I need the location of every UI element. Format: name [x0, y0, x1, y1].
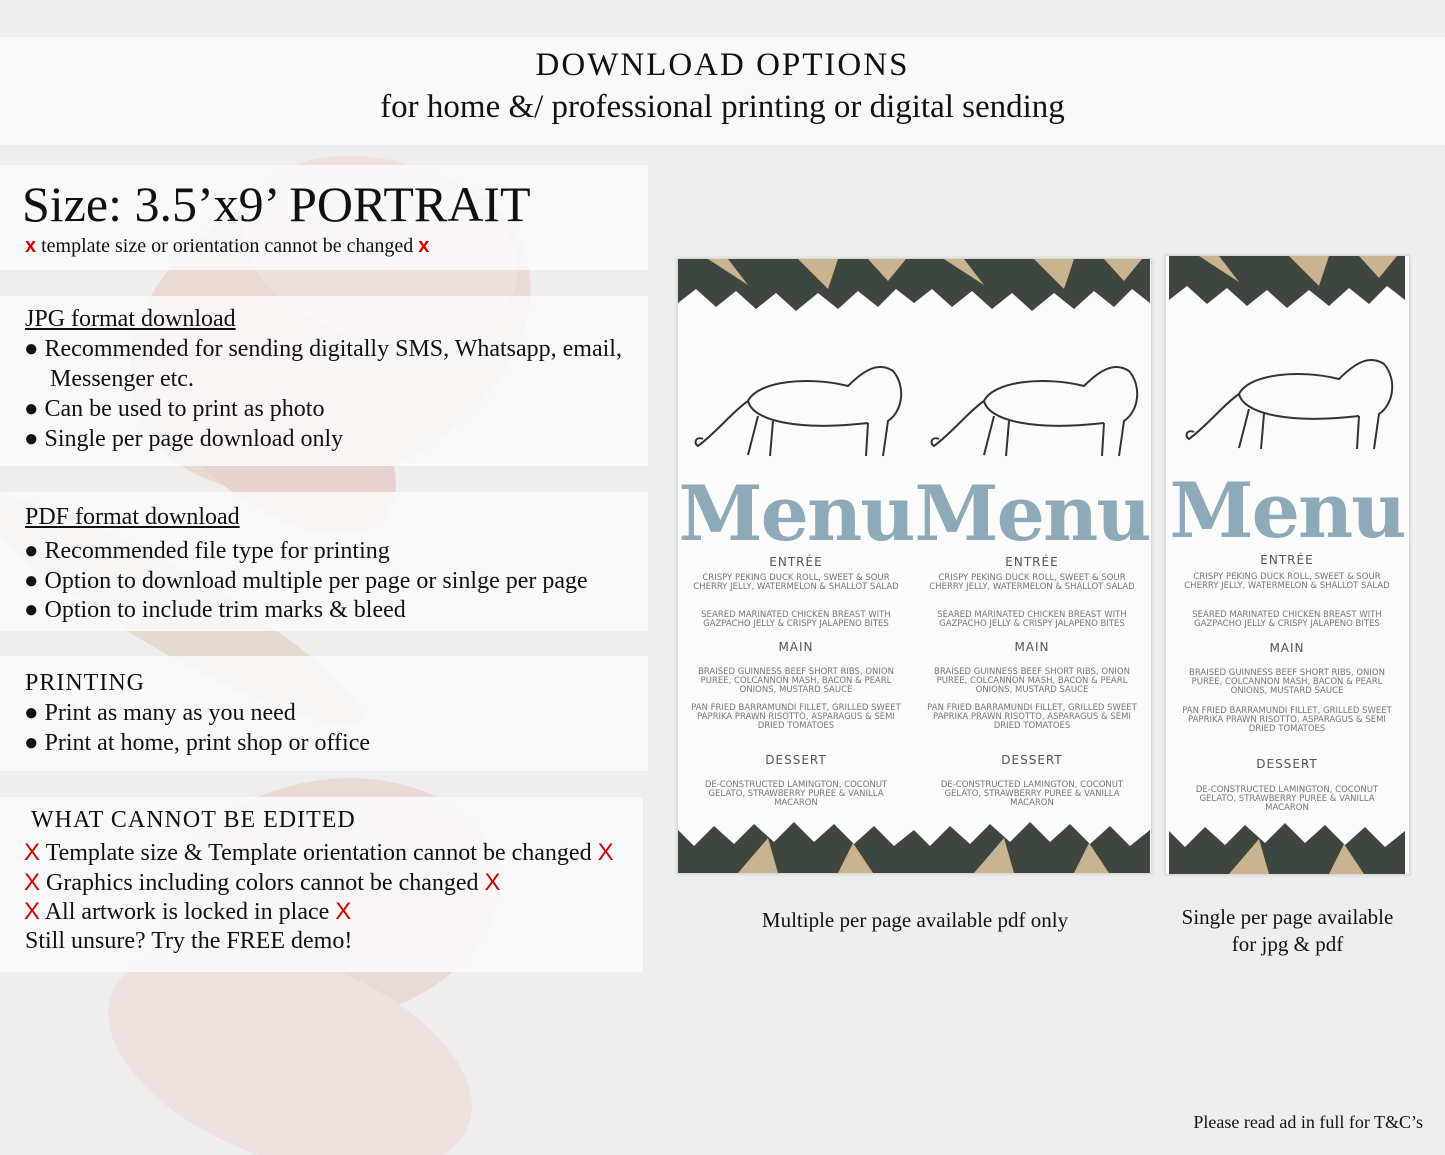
- menu-section-entree: ENTRÉE: [769, 555, 823, 569]
- demo-note: Still unsure? Try the FREE demo!: [25, 928, 353, 954]
- menu-item: PAN FRIED BARRAMUNDI FILLET, GRILLED SWEET PAPRIKA PRAWN RISOTTO, ASPARAGUS & SEMI DRIED TOMATOES: [691, 703, 901, 731]
- x-mark-icon: x: [418, 235, 430, 257]
- menu-section-main: MAIN: [778, 640, 814, 654]
- page-title: DOWNLOAD OPTIONS: [535, 47, 910, 83]
- leaf-border-top: [1169, 256, 1405, 316]
- list-item: ● Recommended file type for printing: [24, 538, 390, 564]
- menu-section-entree: ENTRÉE: [1005, 555, 1059, 569]
- menu-column: [1169, 256, 1405, 874]
- menu-preview-single: [1165, 255, 1410, 875]
- x-mark-icon: X: [484, 869, 501, 896]
- x-mark-icon: X: [24, 898, 41, 925]
- lion-icon: [678, 331, 914, 471]
- list-item: Messenger etc.: [50, 366, 194, 392]
- menu-title: Menu: [678, 469, 914, 558]
- menu-item: DE-CONSTRUCTED LAMINGTON, COCONUT GELATO, STRAWBERRY PUREE & VANILLA MACARON: [704, 780, 888, 808]
- menu-item: SEARED MARINATED CHICKEN BREAST WITH GAZPACHO JELLY & CRISPY JALAPENO BITES: [937, 610, 1127, 629]
- size-note: template size or orientation cannot be changed: [41, 235, 414, 257]
- menu-item: DE-CONSTRUCTED LAMINGTON, COCONUT GELATO, STRAWBERRY PUREE & VANILLA MACARON: [1195, 785, 1379, 813]
- menu-item: DE-CONSTRUCTED LAMINGTON, COCONUT GELATO, STRAWBERRY PUREE & VANILLA MACARON: [940, 780, 1124, 808]
- header-banner: [0, 37, 1445, 145]
- list-item: ● Recommended for sending digitally SMS, Whatsapp, email,: [24, 336, 622, 362]
- menu-item: CRISPY PEKING DUCK ROLL, SWEET & SOUR CHERRY JELLY, WATERMELON & SHALLOT SALAD: [1184, 572, 1390, 591]
- list-item: ● Option to download multiple per page or sinlge per page: [24, 568, 588, 594]
- list-item: X Graphics including colors cannot be changed X: [24, 869, 501, 896]
- menu-preview-multiple: [677, 258, 1152, 874]
- size-title: Size: 3.5’x9’ PORTRAIT: [22, 176, 531, 232]
- list-item: ● Print at home, print shop or office: [24, 730, 370, 756]
- leaf-border-top: [678, 259, 914, 319]
- list-item: X All artwork is locked in place X: [24, 898, 352, 925]
- menu-item: SEARED MARINATED CHICKEN BREAST WITH GAZPACHO JELLY & CRISPY JALAPENO BITES: [1192, 610, 1382, 629]
- caption-single-line1: Single per page available: [1181, 905, 1394, 929]
- list-item: X Template size & Template orientation cannot be changed X: [24, 839, 614, 866]
- size-note-row: [25, 235, 429, 258]
- menu-section-dessert: DESSERT: [765, 753, 827, 767]
- list-item: ● Option to include trim marks & bleed: [24, 597, 406, 623]
- page-subtitle: for home &/ professional printing or digital sending: [380, 89, 1065, 125]
- menu-item: PAN FRIED BARRAMUNDI FILLET, GRILLED SWEET PAPRIKA PRAWN RISOTTO, ASPARAGUS & SEMI DRIED TOMATOES: [1182, 706, 1392, 734]
- menu-item: BRAISED GUINNESS BEEF SHORT RIBS, ONION PUREE, COLCANNON MASH, BACON & PEARL ONIONS, MUSTARD SAUCE: [698, 667, 894, 695]
- menu-section-dessert: DESSERT: [1001, 753, 1063, 767]
- caption-multiple: Multiple per page available pdf only: [761, 908, 1069, 932]
- leaf-border-top: [914, 259, 1150, 319]
- menu-item: PAN FRIED BARRAMUNDI FILLET, GRILLED SWEET PAPRIKA PRAWN RISOTTO, ASPARAGUS & SEMI DRIED TOMATOES: [927, 703, 1137, 731]
- footer-note: Please read ad in full for T&C’s: [1193, 1112, 1423, 1132]
- x-mark-icon: X: [24, 869, 41, 896]
- menu-item: CRISPY PEKING DUCK ROLL, SWEET & SOUR CHERRY JELLY, WATERMELON & SHALLOT SALAD: [693, 573, 899, 592]
- menu-section-entree: ENTRÉE: [1260, 553, 1314, 567]
- cannot-edit-heading: WHAT CANNOT BE EDITED: [31, 807, 356, 833]
- jpg-heading: JPG format download: [25, 306, 236, 332]
- cannot-edit-panel: [0, 797, 643, 972]
- x-mark-icon: X: [597, 839, 614, 866]
- lion-icon: [1169, 324, 1405, 464]
- menu-section-main: MAIN: [1014, 640, 1050, 654]
- pdf-panel: [0, 492, 648, 631]
- menu-item: BRAISED GUINNESS BEEF SHORT RIBS, ONION PUREE, COLCANNON MASH, BACON & PEARL ONIONS, MUSTARD SAUCE: [934, 667, 1130, 695]
- size-panel: [0, 165, 648, 270]
- leaf-border-bottom: [1169, 819, 1405, 874]
- list-item: ● Can be used to print as photo: [24, 396, 325, 422]
- list-item: ● Single per page download only: [24, 426, 344, 452]
- leaf-border-bottom: [914, 818, 1150, 873]
- printing-panel: [0, 656, 648, 771]
- menu-title: Menu: [914, 469, 1150, 558]
- menu-item: BRAISED GUINNESS BEEF SHORT RIBS, ONION PUREE, COLCANNON MASH, BACON & PEARL ONIONS, MUSTARD SAUCE: [1189, 668, 1385, 696]
- menu-section-dessert: DESSERT: [1256, 757, 1318, 771]
- list-item: ● Print as many as you need: [24, 700, 296, 726]
- menu-title: Menu: [1169, 466, 1405, 555]
- leaf-border-bottom: [678, 818, 914, 873]
- x-mark-icon: X: [24, 839, 41, 866]
- menu-column: [914, 259, 1150, 873]
- x-mark-icon: x: [25, 235, 37, 257]
- lion-icon: [914, 331, 1150, 471]
- menu-section-main: MAIN: [1269, 641, 1305, 655]
- caption-single-line2: for jpg & pdf: [1231, 932, 1344, 956]
- menu-column: [678, 259, 914, 873]
- menu-item: SEARED MARINATED CHICKEN BREAST WITH GAZPACHO JELLY & CRISPY JALAPENO BITES: [701, 610, 891, 629]
- menu-item: CRISPY PEKING DUCK ROLL, SWEET & SOUR CHERRY JELLY, WATERMELON & SHALLOT SALAD: [929, 573, 1135, 592]
- jpg-panel: [0, 296, 648, 466]
- x-mark-icon: X: [335, 898, 352, 925]
- pdf-heading: PDF format download: [25, 504, 240, 530]
- printing-heading: PRINTING: [25, 670, 145, 696]
